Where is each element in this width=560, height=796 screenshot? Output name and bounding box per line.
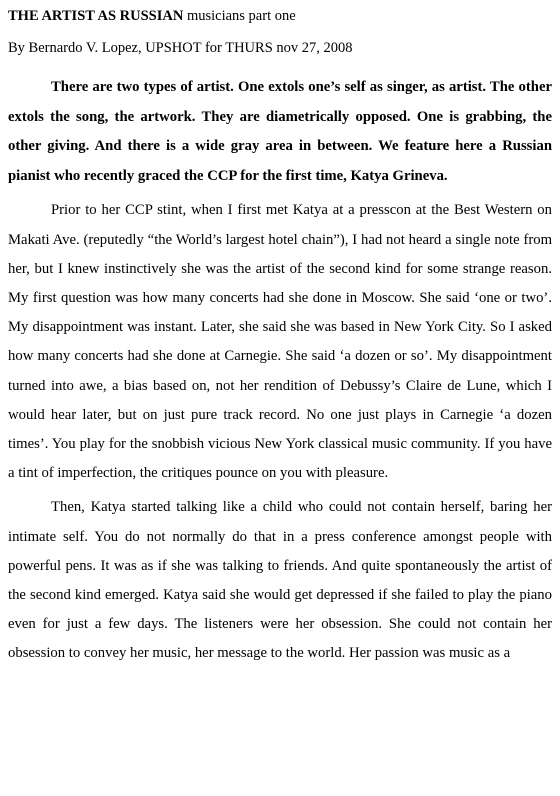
article-title-main: THE ARTIST AS RUSSIAN [8,8,184,24]
article-title-suffix: musicians part one [183,8,296,24]
body-paragraph-1: Prior to her CCP stint, when I first met Katya at a presscon at the Best Western on Makati Ave. (reputedly “the World’s largest hotel chain”), I had not heard a single note from her, but I knew instinctively she was the artist of the second kind for some strange reason. My first question was how many concerts had she done in Moscow. She said ‘one or two’. My disappointment was instant. Later, she said she was based in New York City. So I asked how many concerts had she done at Carnegie. She said ‘a dozen or so’. My disappointment turned into awe, a bias based on, not her rendition of Debussy’s Claire de Lune, which I would hear later, but on just pure track record. No one just plays in Carnegie ‘a dozen times’. You play for the snobbish vicious New York classical music community. If you have a tint of imperfection, the critiques pounce on you with pleasure. [8,202,552,482]
document-page [8,6,552,669]
article-title [8,6,552,26]
article-byline: By Bernardo V. Lopez, UPSHOT for THURS nov 27, 2008 [8,40,353,56]
lead-paragraph: There are two types of artist. One extols one’s self as singer, as artist. The other extols the song, the artwork. They are diametrically opposed. One is grabbing, the other giving. And there is a wide gray area in between. We feature here a Russian pianist who recently graced the CCP for the first time, Katya Grineva. [8,79,552,184]
body-paragraph-2: Then, Katya started talking like a child who could not contain herself, baring her intimate self. You do not normally do that in a press conference amongst people with powerful pens. It was as if she was talking to friends. And quite spontaneously the artist of the second kind emerged. Katya said she would get depressed if she failed to play the piano even for just a few days. The listeners were her obsession. She could not contain her obsession to convey her music, her message to the world. Her passion was music as a [8,499,552,662]
